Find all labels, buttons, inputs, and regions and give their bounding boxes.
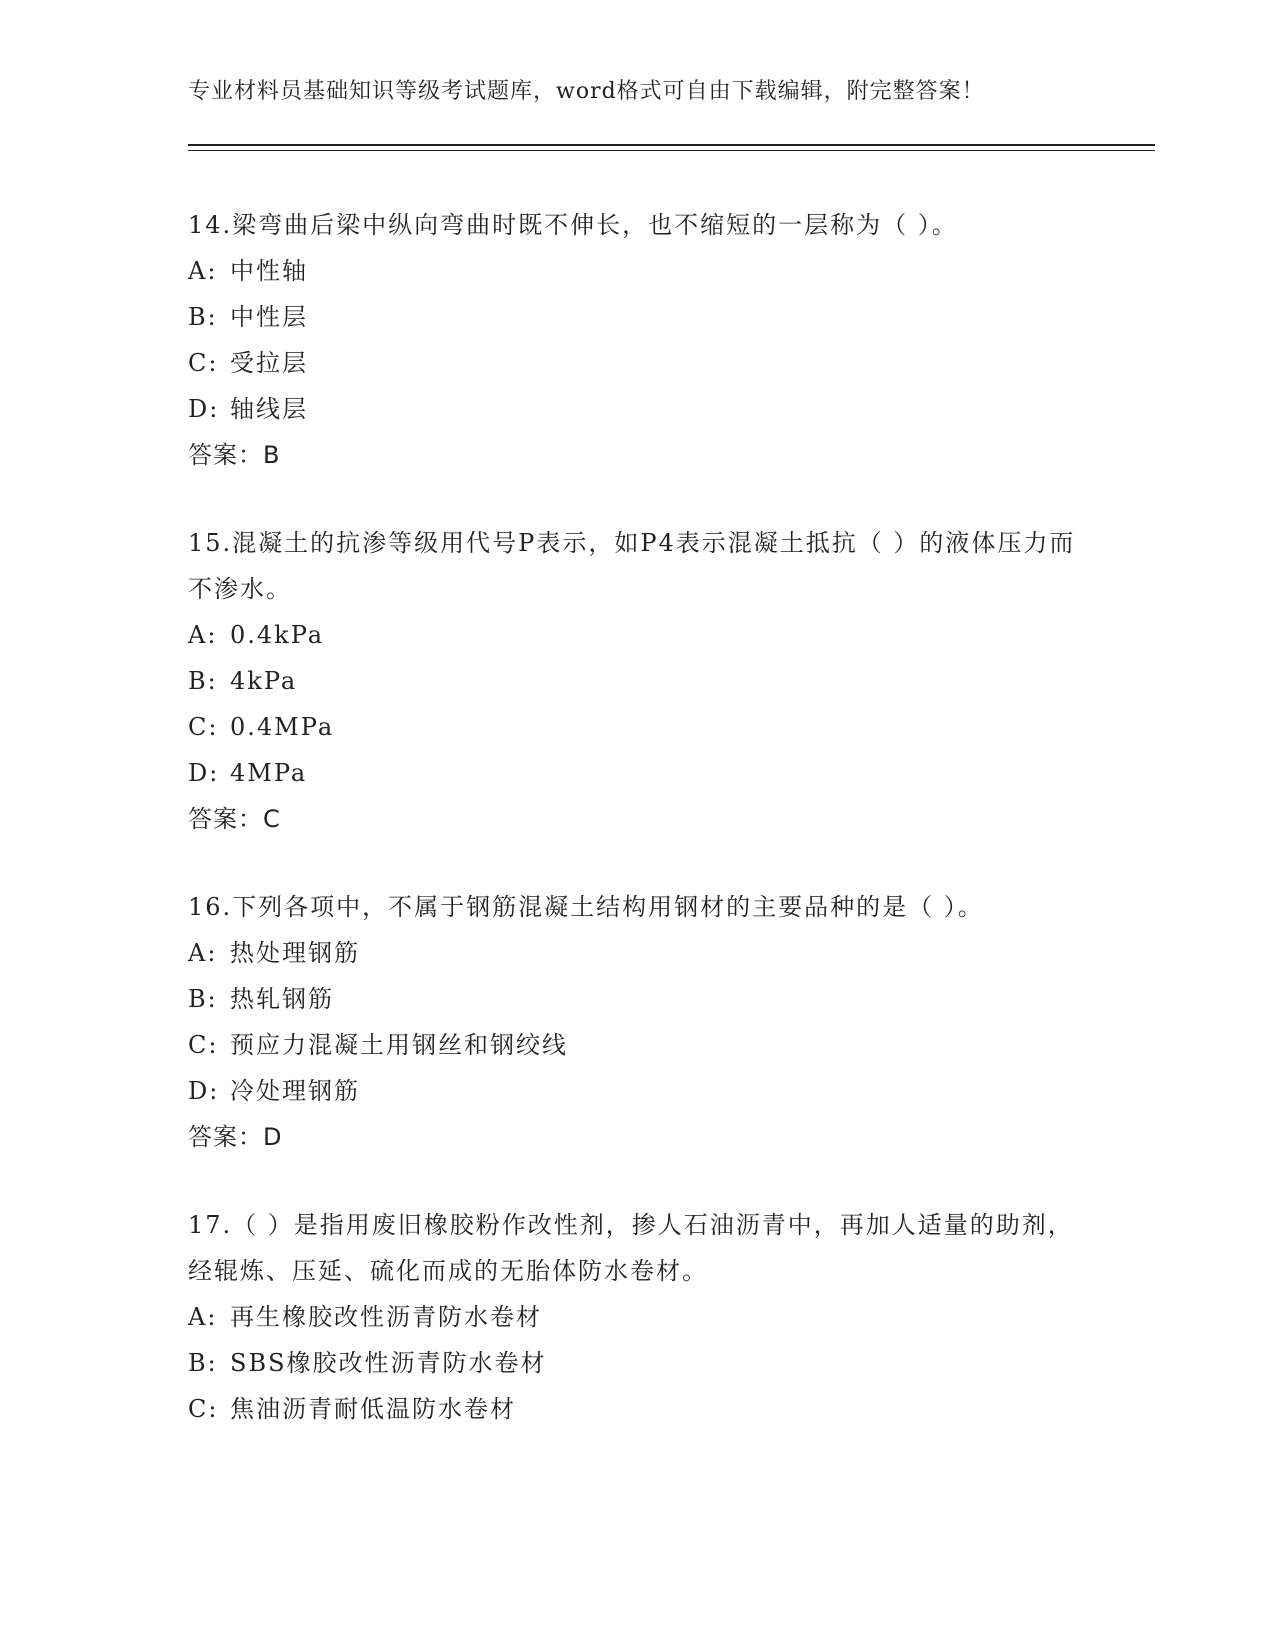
option-letter: C: [188, 349, 219, 377]
option-d [188, 750, 1088, 796]
question-14 [188, 202, 1088, 478]
option-letter: A: [188, 257, 218, 285]
option-a [188, 612, 1088, 658]
option-letter: C: [188, 1031, 219, 1059]
option-letter: D: [188, 759, 220, 787]
answer-line: 答案：C [188, 805, 281, 833]
option-c [188, 704, 1088, 750]
option-a [188, 930, 1088, 976]
question-list [188, 202, 1088, 1474]
option-text: 0.4kPa [230, 621, 325, 649]
option-letter: A: [188, 939, 218, 967]
option-a [188, 248, 1088, 294]
option-c [188, 340, 1088, 386]
option-b [188, 294, 1088, 340]
option-text: 热轧钢筋 [230, 985, 334, 1013]
answer-line: 答案：B [188, 441, 281, 469]
option-letter: A: [188, 1303, 218, 1331]
option-text: 受拉层 [230, 349, 308, 377]
option-text: 4kPa [230, 667, 298, 695]
option-b [188, 658, 1088, 704]
option-text: 轴线层 [230, 395, 308, 423]
option-text: 中性层 [230, 303, 308, 331]
option-letter: B: [188, 985, 218, 1013]
option-text: 中性轴 [230, 257, 308, 285]
option-d [188, 386, 1088, 432]
option-c [188, 1386, 1088, 1432]
option-text: SBS橡胶改性沥青防水卷材 [230, 1349, 547, 1377]
question-stem: 16.下列各项中，不属于钢筋混凝土结构用钢材的主要品种的是（ ）。 [188, 893, 984, 921]
option-a [188, 1294, 1088, 1340]
option-letter: B: [188, 303, 218, 331]
option-letter: B: [188, 667, 218, 695]
question-stem: 14.梁弯曲后梁中纵向弯曲时既不伸长，也不缩短的一层称为（ ）。 [188, 211, 958, 239]
page-header: 专业材料员基础知识等级考试题库，word格式可自由下载编辑，附完整答案！ [188, 79, 985, 104]
option-text: 冷处理钢筋 [230, 1077, 360, 1105]
option-letter: A: [188, 621, 218, 649]
option-text: 0.4MPa [230, 713, 335, 741]
answer-line: 答案：D [188, 1123, 283, 1151]
option-letter: C: [188, 1395, 219, 1423]
header-divider [188, 144, 1155, 151]
option-b [188, 1340, 1088, 1386]
question-15 [188, 520, 1088, 842]
question-16 [188, 884, 1088, 1160]
option-c [188, 1022, 1088, 1068]
question-stem: 15.混凝土的抗渗等级用代号P表示，如P4表示混凝土抵抗（ ）的液体压力而不渗水。 [188, 529, 1076, 603]
option-text: 热处理钢筋 [230, 939, 360, 967]
option-letter: C: [188, 713, 219, 741]
option-text: 预应力混凝土用钢丝和钢绞线 [230, 1031, 568, 1059]
option-letter: D: [188, 395, 220, 423]
option-letter: D: [188, 1077, 220, 1105]
question-stem: 17.（ ）是指用废旧橡胶粉作改性剂，掺人石油沥青中，再加人适量的助剂，经辊炼、压延、硫化而成的无胎体防水卷材。 [188, 1211, 1074, 1285]
option-b [188, 976, 1088, 1022]
option-text: 再生橡胶改性沥青防水卷材 [230, 1303, 542, 1331]
option-letter: B: [188, 1349, 218, 1377]
question-17 [188, 1202, 1088, 1432]
option-text: 焦油沥青耐低温防水卷材 [230, 1395, 516, 1423]
option-text: 4MPa [230, 759, 308, 787]
option-d [188, 1068, 1088, 1114]
